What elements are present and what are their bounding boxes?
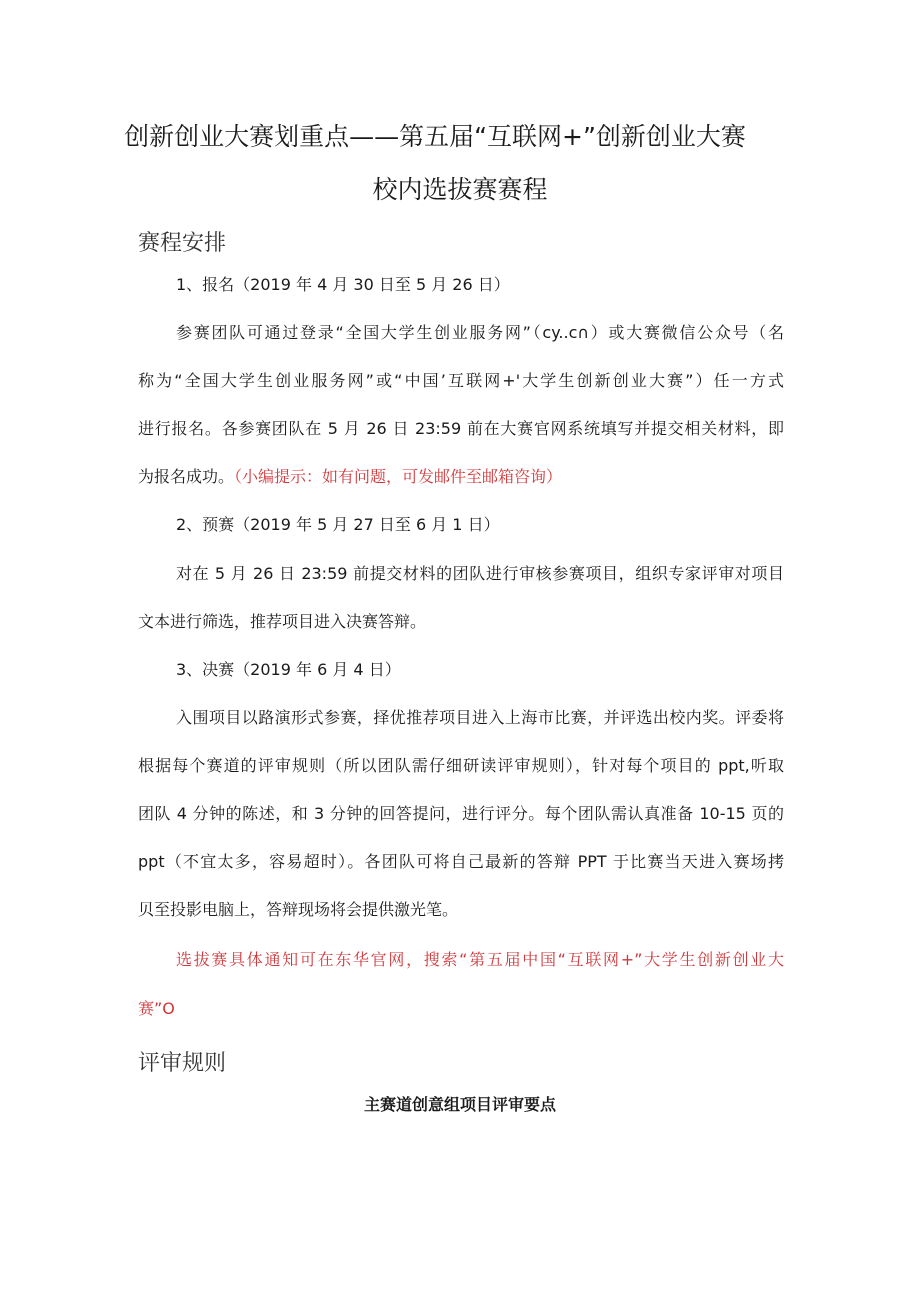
item-3-body-line: 根据每个赛道的评审规则（所以团队需仔细研读评审规则），针对每个项目的 ppt,听取 bbox=[138, 756, 784, 775]
item-2-heading: 2、预赛（2019 年 5 月 27 日至 6 月 1 日） bbox=[176, 515, 500, 534]
notice-line: 赛”O bbox=[138, 999, 175, 1018]
item-3-body-line: 团队 4 分钟的陈述，和 3 分钟的回答提问，进行评分。每个团队需认真准备 10-15 页的 bbox=[138, 804, 784, 823]
item-3-body-line: 入围项目以路演形式参赛，择优推荐项目进入上海市比赛，并评选出校内奖。评委将 bbox=[176, 708, 784, 727]
item-1-body-line: 参赛团队可通过登录“全国大学生创业服务网”（cy..c∩）或大赛微信公众号（名 bbox=[176, 323, 784, 342]
document-title-line-2: 校内选拔赛赛程 bbox=[372, 175, 548, 204]
judging-subheading: 主赛道创意组项目评审要点 bbox=[363, 1095, 556, 1114]
item-3-heading: 3、决赛（2019 年 6 月 4 日） bbox=[176, 660, 401, 679]
item-1-body-last-line bbox=[138, 466, 784, 488]
item-2-body-line: 文本进行筛选，推荐项目进入决赛答辩。 bbox=[138, 612, 427, 631]
item-1-body-line: 进行报名。各参赛团队在 5 月 26 日 23:59 前在大赛官网系统填写并提交相关材料，即 bbox=[138, 419, 784, 438]
document-title-line-1: 创新创业大赛划重点——第五届“互联网+”创新创业大赛 bbox=[124, 122, 746, 151]
section-heading-judging-rules: 评审规则 bbox=[138, 1051, 227, 1076]
section-heading-schedule: 赛程安排 bbox=[138, 231, 227, 256]
item-3-body-line: 贝至投影电脑上，答辩现场将会提供激光笔。 bbox=[138, 900, 459, 919]
editor-tip: （小编提示：如有问题，可发邮件至邮箱咨询） bbox=[234, 467, 563, 486]
item-1-body-line: 称为“全国大学生创业服务网”或“中国’互联网+'大学生创新创业大赛”）任一方式 bbox=[138, 371, 784, 390]
item-1-body-text: 为报名成功。 bbox=[138, 467, 235, 486]
item-2-body-line: 对在 5 月 26 日 23:59 前提交材料的团队进行审核参赛项目，组织专家评审对项目 bbox=[176, 564, 784, 583]
notice-line: 选拔赛具体通知可在东华官网，搜索“第五届中国“互联网+”大学生创新创业大 bbox=[176, 950, 784, 969]
item-3-body-line: ppt（不宜太多，容易超时）。各团队可将自己最新的答辩 PPT 于比赛当天进入赛场拷 bbox=[138, 852, 784, 871]
item-1-heading: 1、报名（2019 年 4 月 30 日至 5 月 26 日） bbox=[176, 275, 510, 294]
